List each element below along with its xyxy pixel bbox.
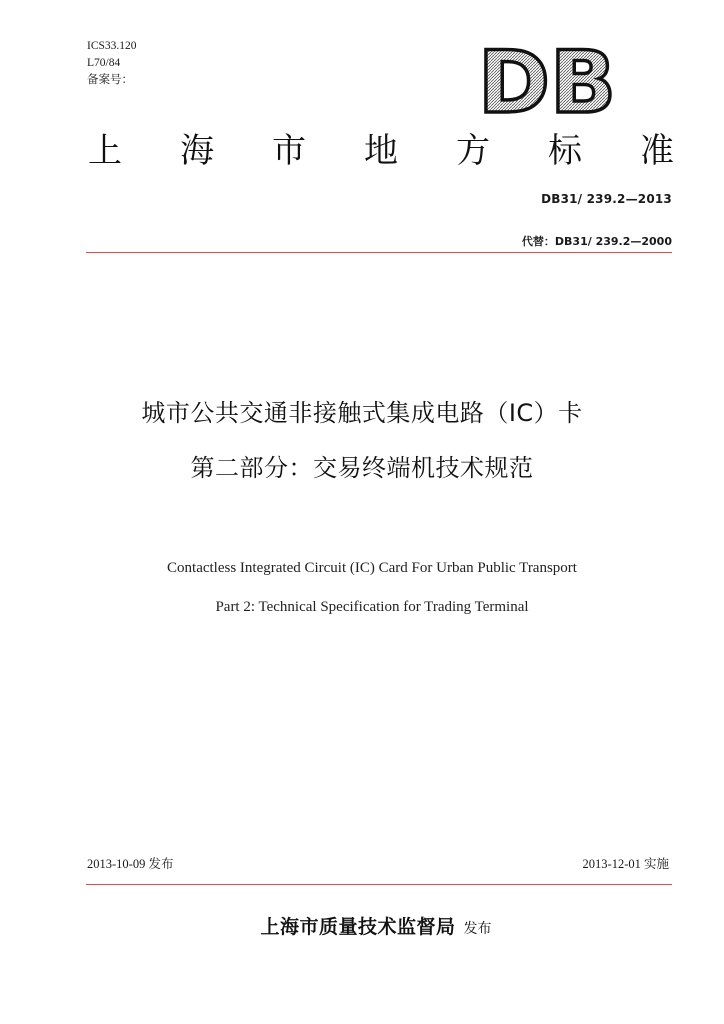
issuer bbox=[0, 912, 724, 939]
header-divider bbox=[86, 252, 672, 253]
replaces-standard: 代替：DB31/ 239.2—2000 bbox=[521, 235, 672, 248]
title-en-line2: Part 2: Technical Specification for Trading Terminal bbox=[215, 599, 529, 615]
title-char: 地 bbox=[364, 131, 398, 171]
db-logo bbox=[476, 40, 618, 116]
title-en-line1: Contactless Integrated Circuit (IC) Card For Urban Public Transport bbox=[167, 560, 577, 576]
db-logo-text: DB bbox=[478, 40, 616, 116]
title-cn-line1: 城市公共交通非接触式集成电路（IC）卡 bbox=[141, 399, 583, 427]
title-char: 市 bbox=[272, 131, 306, 171]
publish-date: 2013-10-09 发布 bbox=[87, 857, 174, 871]
footer-divider bbox=[86, 884, 672, 885]
title-char: 准 bbox=[640, 131, 674, 171]
title-char: 海 bbox=[180, 131, 214, 171]
issuer-organization: 上海市质量技术监督局 bbox=[260, 916, 456, 938]
title-char: 上 bbox=[88, 131, 122, 171]
standard-number: DB31/ 239.2—2013 bbox=[541, 192, 672, 206]
issuer-action: 发布 bbox=[463, 921, 492, 937]
title-cn-line2: 第二部分：交易终端机技术规范 bbox=[190, 454, 534, 482]
effective-date: 2013-12-01 实施 bbox=[582, 857, 669, 871]
ics-code: ICS33.120 bbox=[87, 40, 137, 52]
classification-code: L70/84 bbox=[87, 57, 121, 69]
standard-type-title bbox=[88, 131, 674, 171]
record-number-label: 备案号： bbox=[87, 74, 133, 86]
title-char: 标 bbox=[548, 131, 582, 171]
title-char: 方 bbox=[456, 131, 490, 171]
